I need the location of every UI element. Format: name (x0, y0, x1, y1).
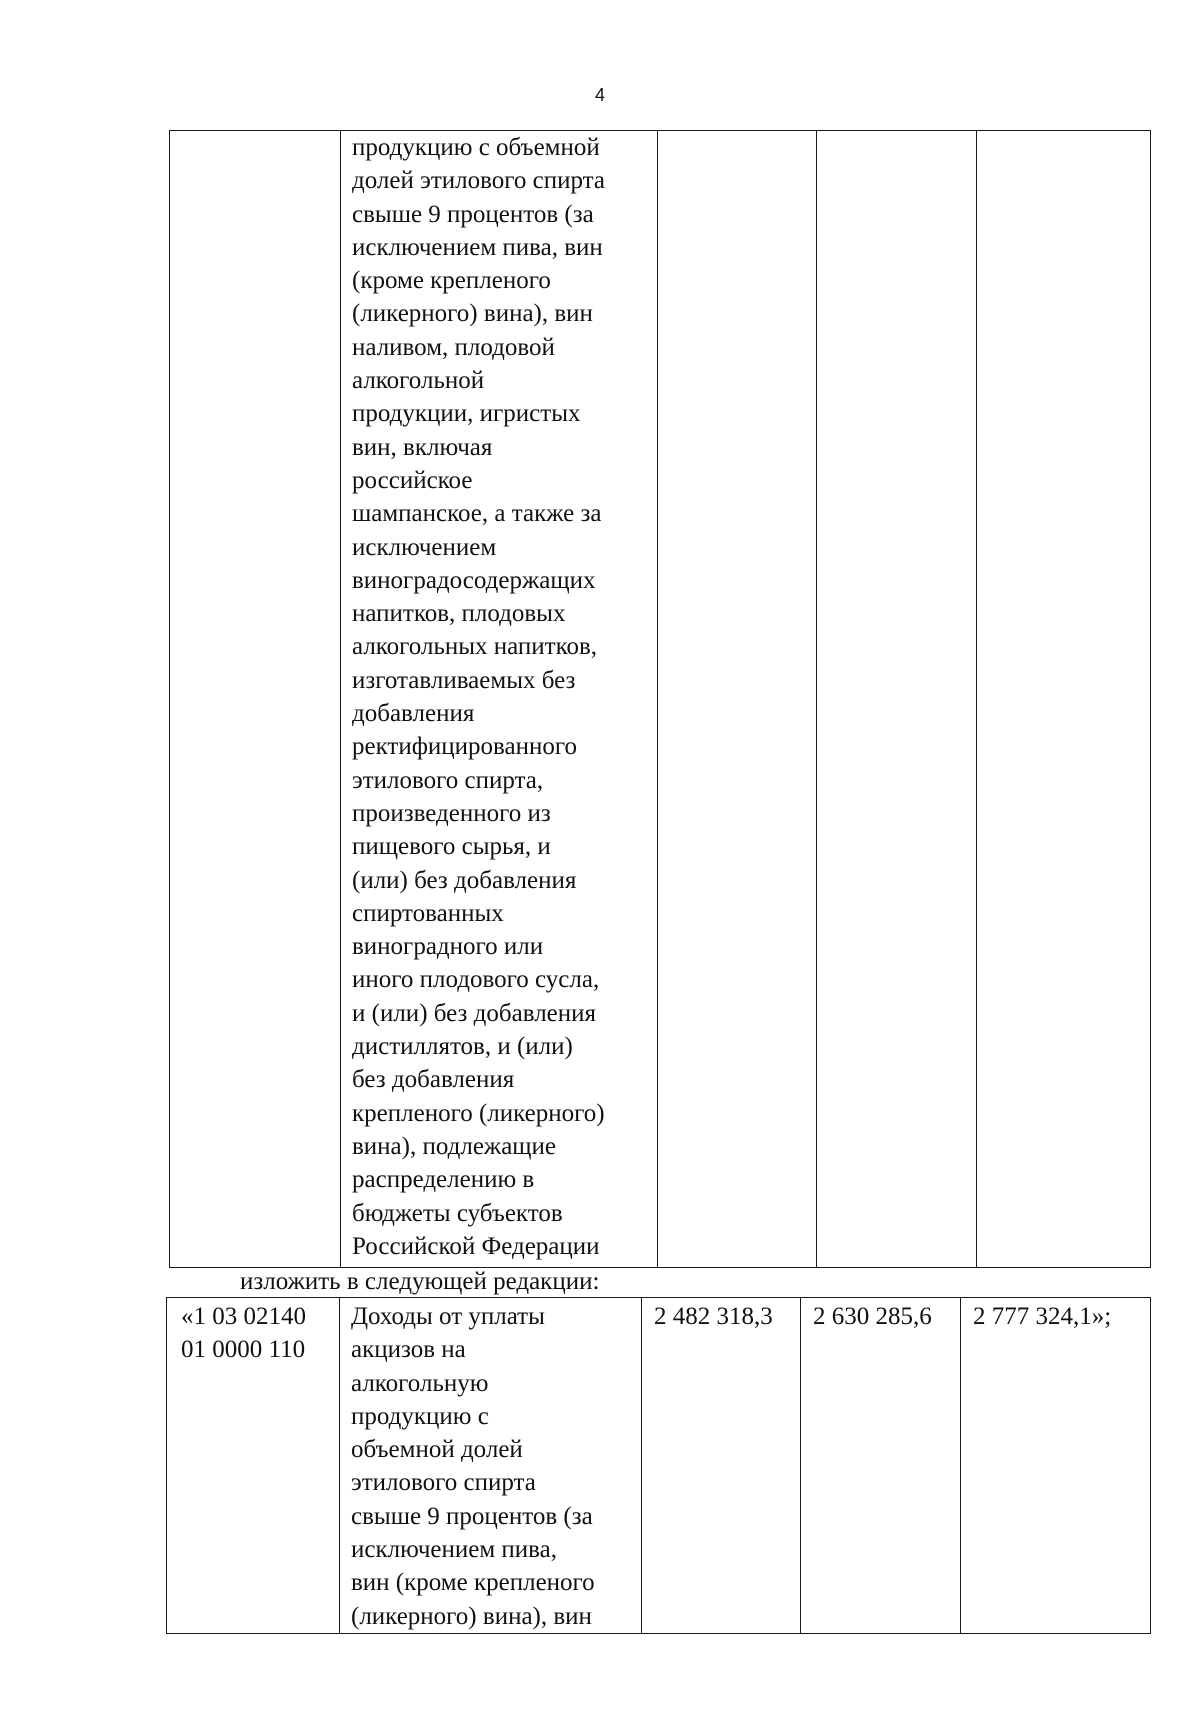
description-text: продукцию с объемной долей этилового спирта свыше 9 процентов (за исключением пива, вин (кроме крепленого (ликерного) вина), вин наливом, плодовой алкогольной продукции, игристых вин, включая российское шампанское, а также за исключением виноградосодержащих напитков, плодовых алкогольных напитков, изготавливаемых без добавления ректифицированного этилового спирта, произведенного из пищевого сырья, и (или) без добавления спиртованных виноградного или иного плодового сусла, и (или) без добавления дистиллятов, и (или) без добавления крепленого (ликерного) вина), подлежащие распределению в бюджеты субъектов Российской Федерации (352, 134, 605, 1260)
budget-code: «1 03 02140 01 0000 110 (181, 1303, 306, 1364)
amount-year-3: 2 777 324,1»; (973, 1303, 1112, 1330)
description-cell (341, 131, 658, 1268)
code-cell (167, 1298, 340, 1634)
value-cell-1 (642, 1298, 801, 1634)
value-cell-2 (817, 131, 977, 1268)
value-cell-1 (658, 131, 817, 1268)
table-row (170, 131, 1151, 1268)
value-cell-3 (977, 131, 1151, 1268)
table-row (167, 1298, 1151, 1634)
value-cell-2 (801, 1298, 961, 1634)
page-number: 4 (594, 85, 605, 105)
amount-year-1: 2 482 318,3 (654, 1303, 773, 1330)
description-text: Доходы от уплаты акцизов на алкогольную продукцию с объемной долей этилового спирта свыше 9 процентов (за исключением пива, вин (кроме крепленого (ликерного) вина), вин (351, 1303, 595, 1630)
code-cell (170, 131, 341, 1268)
amendment-phrase: изложить в следующей редакции: (240, 1268, 600, 1295)
amount-year-2: 2 630 285,6 (813, 1303, 932, 1330)
description-cell (340, 1298, 642, 1634)
continuation-table (169, 130, 1151, 1268)
amended-row-table (166, 1297, 1151, 1634)
value-cell-3 (961, 1298, 1151, 1634)
